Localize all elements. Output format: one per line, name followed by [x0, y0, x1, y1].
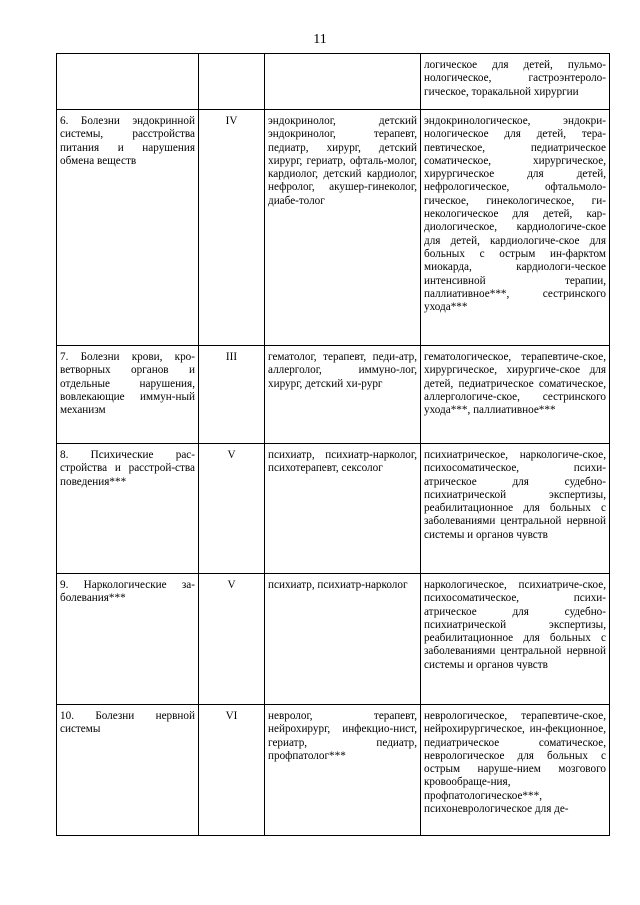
disease-cell [57, 54, 199, 110]
profiles-cell: психиатрическое, наркологиче-ское, психосоматическое, психи-атрическое для судебно-психиатрической экспертизы, реабилитационное для больных с заболеваниями центральной нервной системы и органов чувств [421, 444, 610, 574]
specialists-cell: психиатр, психиатр-нарколог, психотерапевт, сексолог [265, 444, 421, 574]
specialists-cell: невролог, терапевт, нейрохирург, инфекцио-нист, гериатр, педиатр, профпатолог*** [265, 705, 421, 836]
page-number: 11 [313, 32, 327, 47]
group-cell [199, 54, 265, 110]
group-cell: IV [199, 110, 265, 346]
specialists-cell: гематолог, терапевт, педи-атр, аллерголог, иммуно-лог, хирург, детский хи-рург [265, 346, 421, 444]
group-cell: V [199, 444, 265, 574]
specialists-cell: психиатр, психиатр-нарколог [265, 574, 421, 705]
profiles-cell: эндокринологическое, эндокри-нологическое для детей, тера-певтическое, педиатрическое соматическое, хирургическое, хирургическое для детей, нефрологическое, офтальмоло-гическое, гинекологическое, ги-некологическое для детей, кар-диологическое, кардиологиче-ское для детей, кардиологиче-ское для больных с острым ин-фарктом миокарда, кардиологи-ческое интенсивной терапии, паллиативное***, сестринского ухода*** [421, 110, 610, 346]
table-row [57, 444, 610, 574]
table-row [57, 705, 610, 836]
disease-cell: 10. Болезни нервной системы [57, 705, 199, 836]
group-cell: V [199, 574, 265, 705]
table-row [57, 110, 610, 346]
profiles-cell: гематологическое, терапевтиче-ское, хирургическое, хирургиче-ское для детей, педиатрическое соматическое, аллергологиче-ское, сестринского ухода***, паллиативное*** [421, 346, 610, 444]
group-cell: VI [199, 705, 265, 836]
specialists-cell [265, 54, 421, 110]
profiles-cell: неврологическое, терапевтиче-ское, нейрохирургическое, ин-фекционное, педиатрическое соматическое, неврологическое для больных с острым наруше-нием мозгового кровообраще-ния, профпатологическое***, психоневрологическое для де- [421, 705, 610, 836]
disease-cell: 6. Болезни эндокринной системы, расстройства питания и нарушения обмена веществ [57, 110, 199, 346]
disease-table [56, 53, 610, 836]
specialists-cell: эндокринолог, детский эндокринолог, терапевт, педиатр, хирург, детский хирург, гериатр, офталь-молог, кардиолог, детский кардиолог, нефролог, акушер-гинеколог, диабе-толог [265, 110, 421, 346]
table-row [57, 574, 610, 705]
disease-cell: 8. Психические рас-стройства и расстрой-ства поведения*** [57, 444, 199, 574]
profiles-cell: логическое для детей, пульмо-нологическое, гастроэнтероло-гическое, торакальной хирургии [421, 54, 610, 110]
table-row [57, 54, 610, 110]
group-cell: III [199, 346, 265, 444]
profiles-cell: наркологическое, психиатриче-ское, психосоматическое, психи-атрическое для судебно-психиатрической экспертизы, реабилитационное для больных с заболеваниями центральной нервной системы и органов чувств [421, 574, 610, 705]
disease-cell: 7. Болезни крови, кро-ветворных органов и отдельные нарушения, вовлекающие иммун-ный механизм [57, 346, 199, 444]
disease-cell: 9. Наркологические за-болевания*** [57, 574, 199, 705]
table-row [57, 346, 610, 444]
